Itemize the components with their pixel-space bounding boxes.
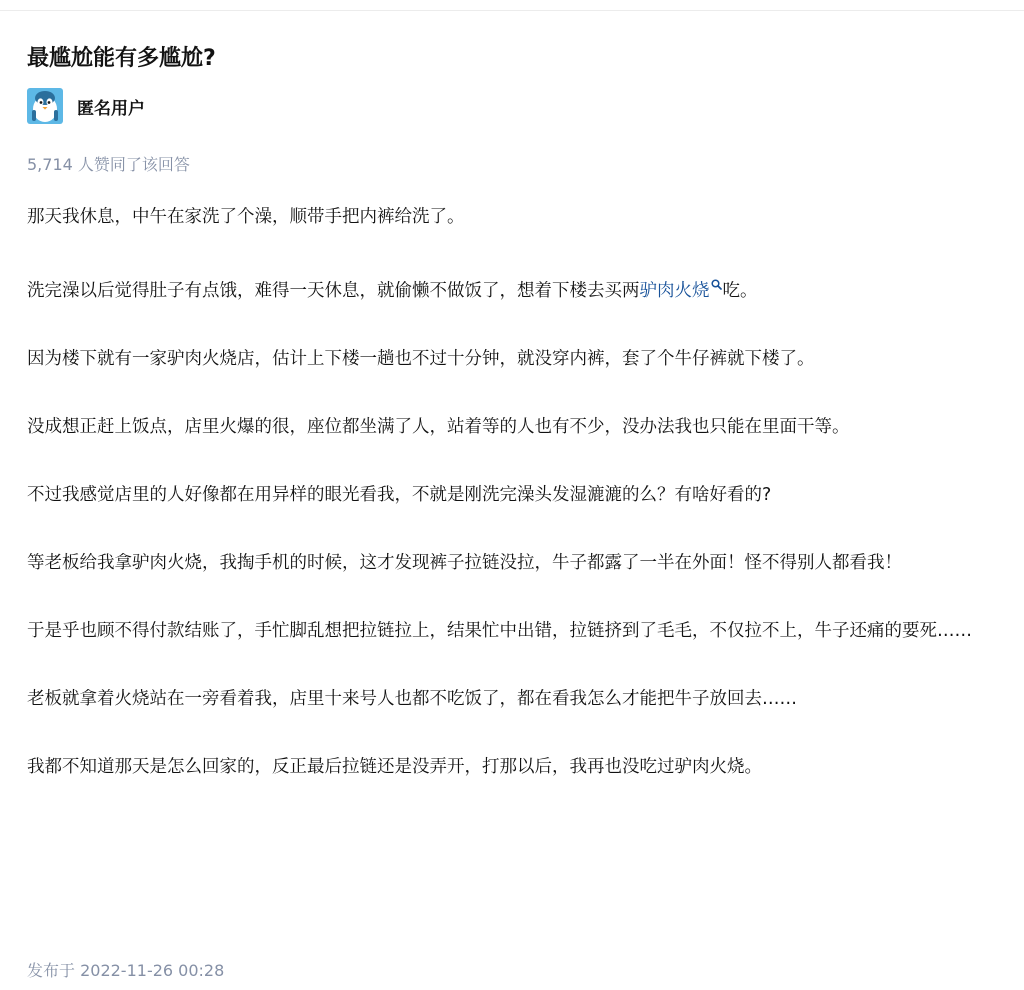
paragraph-7: 于是乎也顾不得付款结账了，手忙脚乱想把拉链拉上，结果忙中出错，拉链挤到了毛毛，不仅拉不上，牛子还痛的要死……	[27, 621, 972, 641]
paragraph-1: 那天我休息，中午在家洗了个澡，顺带手把内裤给洗了。	[27, 207, 465, 227]
answer-body	[27, 200, 992, 818]
vote-count: 5,714 人赞同了该回答	[27, 155, 190, 174]
paragraph-6: 等老板给我拿驴肉火烧，我掏手机的时候，这才发现裤子拉链没拉，牛子都露了一半在外面！怪不得别人都看我！	[27, 553, 902, 573]
paragraph-3: 因为楼下就有一家驴肉火烧店，估计上下楼一趟也不过十分钟，就没穿内裤，套了个牛仔裤就下楼了。	[27, 349, 815, 369]
keyword-link-text[interactable]: 驴肉火烧	[639, 281, 710, 301]
paragraph-2-text-before: 洗完澡以后觉得肚子有点饿，难得一天休息，就偷懒不做饭了，想着下楼去买两	[27, 281, 640, 301]
author-name[interactable]: 匿名用户	[77, 98, 145, 119]
paragraph-2	[27, 268, 992, 308]
paragraph-8: 老板就拿着火烧站在一旁看着我，店里十来号人也都不吃饭了，都在看我怎么才能把牛子放回去……	[27, 689, 797, 709]
question-title[interactable]: 最尴尬能有多尴尬?	[27, 46, 216, 71]
author-info	[27, 88, 145, 124]
paragraph-4: 没成想正赶上饭点，店里火爆的很，座位都坐满了人，站着等的人也有不少，没办法我也只能在里面干等。	[27, 417, 850, 437]
search-icon[interactable]	[711, 268, 722, 302]
anonymous-penguin-avatar-icon[interactable]	[27, 88, 63, 124]
keyword-search-link[interactable]	[640, 281, 723, 301]
paragraph-9: 我都不知道那天是怎么回家的，反正最后拉链还是没弄开，打那以后，我再也没吃过驴肉火烧。	[27, 757, 762, 777]
paragraph-5: 不过我感觉店里的人好像都在用异样的眼光看我，不就是刚洗完澡头发湿漉漉的么？有啥好看的?	[27, 485, 772, 505]
paragraph-2-text-after: 吃。	[722, 281, 758, 301]
publish-time[interactable]: 发布于 2022-11-26 00:28	[27, 961, 225, 980]
top-divider	[0, 10, 1024, 11]
